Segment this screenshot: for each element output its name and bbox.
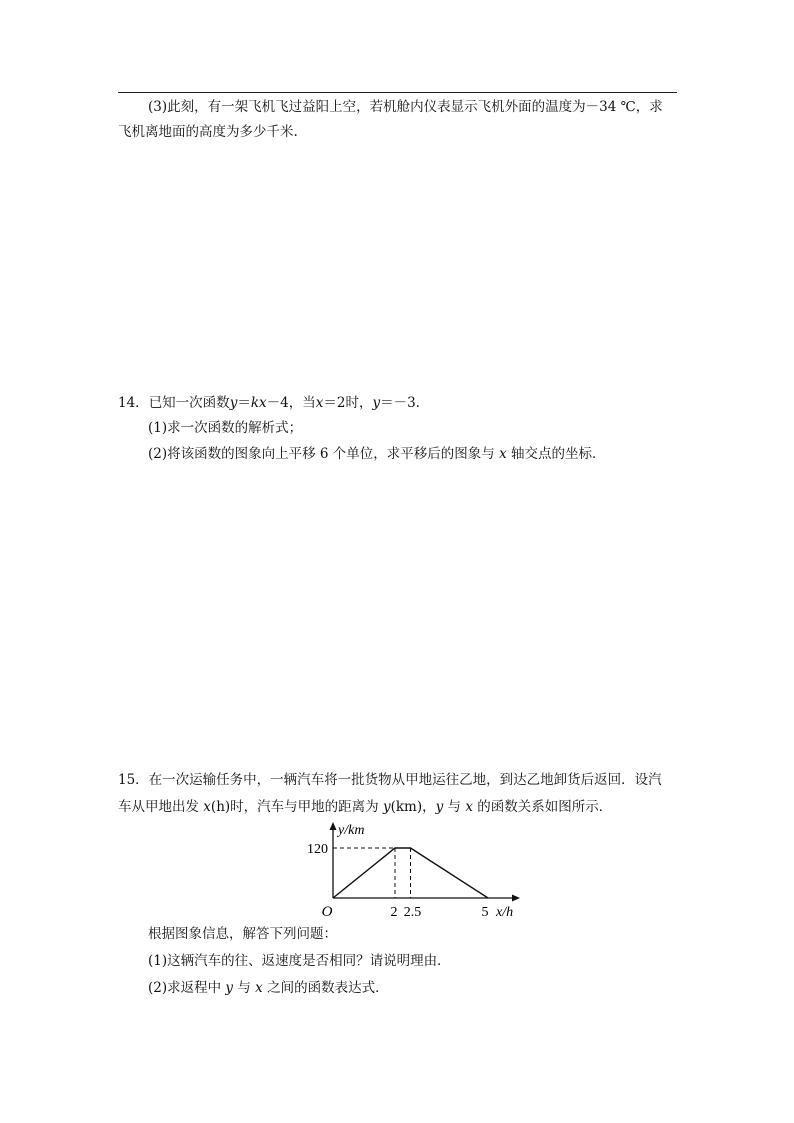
q15-part2: (2)求返程中 y 与 x 之间的函数表达式． xyxy=(148,980,389,996)
q15-line1: 15．在一次运输任务中，一辆汽车将一批货物从甲地运往乙地，到达乙地卸货后返回．设汽 xyxy=(118,772,662,788)
q14-part2: (2)将该函数的图象向上平移 6 个单位，求平移后的图象与 x 轴交点的坐标． xyxy=(148,446,606,462)
q13-part3-line2: 飞机离地面的高度为多少千米. xyxy=(118,124,298,140)
q13-part3-line1: (3)此刻，有一架飞机飞过益阳上空，若机舱内仪表显示飞机外面的温度为－34 ℃，求 xyxy=(148,99,663,115)
q15-instruction: 根据图象信息，解答下列问题： xyxy=(148,926,337,942)
y-axis-arrow xyxy=(330,822,337,830)
q15-line2: 车从甲地出发 x(h)时，汽车与甲地的距离为 y(km)，y 与 x 的函数关系如图所示． xyxy=(118,799,613,815)
distance-time-graph xyxy=(300,818,530,923)
q14-number: 14． xyxy=(118,395,149,411)
x-tick-label-2-5: 2.5 xyxy=(403,905,422,920)
x-axis-label: x/h xyxy=(496,905,514,920)
x-axis-arrow xyxy=(512,895,520,902)
q14-stem: 14．已知一次函数y＝kx－4，当x＝2时，y＝－3. xyxy=(118,395,420,411)
x-tick-label-2: 2 xyxy=(390,905,398,920)
header-rule xyxy=(118,92,677,93)
x-tick-label-5: 5 xyxy=(481,905,489,920)
y-tick-label-120: 120 xyxy=(307,842,328,857)
y-axis-label: y/km xyxy=(338,823,365,838)
q15-part1: (1)这辆汽车的往、返速度是否相同？请说明理由． xyxy=(148,953,451,969)
q14-part1: (1)求一次函数的解析式； xyxy=(148,420,303,436)
origin-label: O xyxy=(321,904,333,920)
